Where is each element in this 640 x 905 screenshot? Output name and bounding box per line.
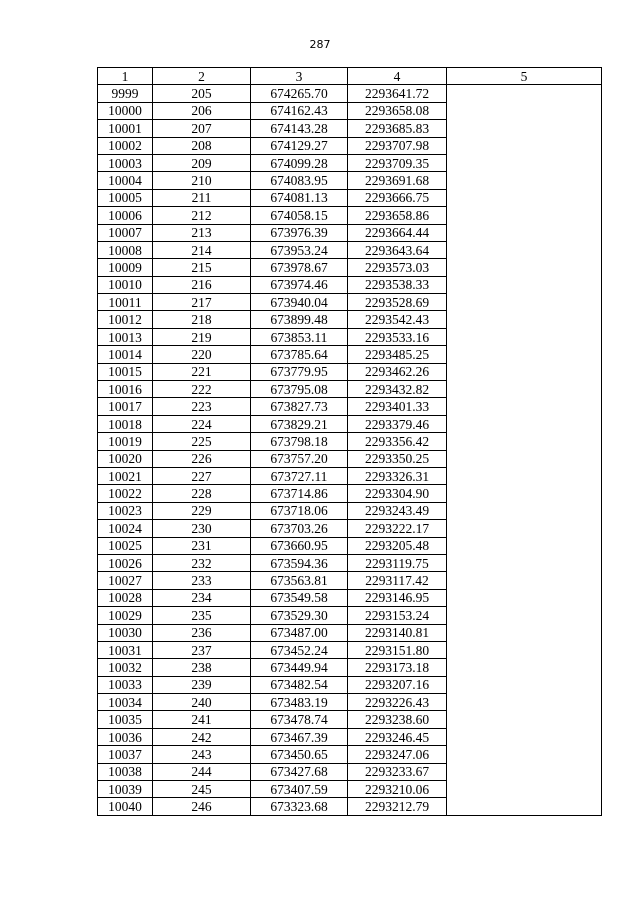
table-cell-col-3: 673978.67 xyxy=(251,259,348,276)
table-cell-col-1: 9999 xyxy=(98,85,153,102)
table-cell-col-3: 673563.81 xyxy=(251,572,348,589)
table-cell-col-1: 10039 xyxy=(98,781,153,798)
table-cell-col-1: 10019 xyxy=(98,433,153,450)
table-cell-col-4: 2293210.06 xyxy=(348,781,447,798)
table-cell-col-4: 2293326.31 xyxy=(348,467,447,484)
table-cell-col-4: 2293173.18 xyxy=(348,659,447,676)
table-cell-col-3: 674081.13 xyxy=(251,189,348,206)
table-row xyxy=(98,85,602,102)
table-cell-col-3: 673452.24 xyxy=(251,641,348,658)
table-cell-col-2: 224 xyxy=(153,415,251,432)
table-cell-col-1: 10003 xyxy=(98,154,153,171)
table-cell-col-4: 2293207.16 xyxy=(348,676,447,693)
table-cell-col-4: 2293658.86 xyxy=(348,207,447,224)
table-cell-col-3: 674265.70 xyxy=(251,85,348,102)
table-cell-col-1: 10015 xyxy=(98,363,153,380)
table-cell-col-3: 673829.21 xyxy=(251,415,348,432)
table-cell-col-3: 673323.68 xyxy=(251,798,348,815)
table-cell-col-1: 10033 xyxy=(98,676,153,693)
table-cell-col-4: 2293685.83 xyxy=(348,120,447,137)
table-cell-col-3: 674162.43 xyxy=(251,102,348,119)
table-cell-col-1: 10012 xyxy=(98,311,153,328)
table-cell-col-2: 225 xyxy=(153,433,251,450)
table-cell-col-3: 673549.58 xyxy=(251,589,348,606)
table-cell-col-1: 10030 xyxy=(98,624,153,641)
table-cell-col-2: 206 xyxy=(153,102,251,119)
column-header-5: 5 xyxy=(447,68,602,85)
table-cell-col-3: 673976.39 xyxy=(251,224,348,241)
table-cell-col-5 xyxy=(447,85,602,815)
table-cell-col-1: 10026 xyxy=(98,554,153,571)
table-cell-col-4: 2293350.25 xyxy=(348,450,447,467)
table-cell-col-2: 243 xyxy=(153,746,251,763)
table-cell-col-4: 2293356.42 xyxy=(348,433,447,450)
table-cell-col-2: 235 xyxy=(153,607,251,624)
table-cell-col-4: 2293151.80 xyxy=(348,641,447,658)
table-cell-col-4: 2293304.90 xyxy=(348,485,447,502)
table-cell-col-1: 10021 xyxy=(98,467,153,484)
table-cell-col-2: 211 xyxy=(153,189,251,206)
column-header-4: 4 xyxy=(348,68,447,85)
table-cell-col-2: 228 xyxy=(153,485,251,502)
table-cell-col-4: 2293117.42 xyxy=(348,572,447,589)
table-cell-col-1: 10028 xyxy=(98,589,153,606)
table-cell-col-4: 2293153.24 xyxy=(348,607,447,624)
table-cell-col-4: 2293707.98 xyxy=(348,137,447,154)
table-cell-col-2: 217 xyxy=(153,294,251,311)
table-cell-col-4: 2293542.43 xyxy=(348,311,447,328)
table-cell-col-2: 215 xyxy=(153,259,251,276)
table-cell-col-3: 673487.00 xyxy=(251,624,348,641)
table-cell-col-1: 10002 xyxy=(98,137,153,154)
table-cell-col-3: 673714.86 xyxy=(251,485,348,502)
table-cell-col-1: 10022 xyxy=(98,485,153,502)
table-cell-col-1: 10018 xyxy=(98,415,153,432)
table-cell-col-2: 245 xyxy=(153,781,251,798)
table-cell-col-2: 234 xyxy=(153,589,251,606)
table-cell-col-4: 2293658.08 xyxy=(348,102,447,119)
table-cell-col-4: 2293243.49 xyxy=(348,502,447,519)
table-cell-col-1: 10016 xyxy=(98,381,153,398)
table-cell-col-2: 223 xyxy=(153,398,251,415)
table-cell-col-3: 673899.48 xyxy=(251,311,348,328)
table-cell-col-2: 222 xyxy=(153,381,251,398)
table-cell-col-3: 673467.39 xyxy=(251,728,348,745)
table-cell-col-3: 674143.28 xyxy=(251,120,348,137)
table-cell-col-1: 10006 xyxy=(98,207,153,224)
table-cell-col-4: 2293146.95 xyxy=(348,589,447,606)
table-cell-col-2: 205 xyxy=(153,85,251,102)
table-cell-col-1: 10025 xyxy=(98,537,153,554)
table-cell-col-1: 10010 xyxy=(98,276,153,293)
table-cell-col-3: 674058.15 xyxy=(251,207,348,224)
table-cell-col-2: 246 xyxy=(153,798,251,815)
table-cell-col-3: 673660.95 xyxy=(251,537,348,554)
table-cell-col-2: 236 xyxy=(153,624,251,641)
table-cell-col-2: 207 xyxy=(153,120,251,137)
table-cell-col-4: 2293212.79 xyxy=(348,798,447,815)
table-cell-col-2: 238 xyxy=(153,659,251,676)
table-header-row xyxy=(98,68,602,85)
table-cell-col-3: 673427.68 xyxy=(251,763,348,780)
table-cell-col-1: 10029 xyxy=(98,607,153,624)
table-cell-col-2: 220 xyxy=(153,346,251,363)
table-cell-col-1: 10007 xyxy=(98,224,153,241)
table-cell-col-4: 2293247.06 xyxy=(348,746,447,763)
table-cell-col-4: 2293666.75 xyxy=(348,189,447,206)
table-cell-col-1: 10034 xyxy=(98,694,153,711)
table-cell-col-4: 2293573.03 xyxy=(348,259,447,276)
table-cell-col-1: 10004 xyxy=(98,172,153,189)
table-cell-col-2: 216 xyxy=(153,276,251,293)
table-cell-col-1: 10000 xyxy=(98,102,153,119)
table-cell-col-3: 673827.73 xyxy=(251,398,348,415)
table-cell-col-3: 673718.06 xyxy=(251,502,348,519)
table-cell-col-4: 2293222.17 xyxy=(348,520,447,537)
table-cell-col-2: 229 xyxy=(153,502,251,519)
table-cell-col-4: 2293709.35 xyxy=(348,154,447,171)
table-cell-col-1: 10040 xyxy=(98,798,153,815)
table-cell-col-2: 237 xyxy=(153,641,251,658)
column-header-3: 3 xyxy=(251,68,348,85)
table-cell-col-1: 10008 xyxy=(98,241,153,258)
table-cell-col-1: 10038 xyxy=(98,763,153,780)
table-cell-col-2: 232 xyxy=(153,554,251,571)
table-cell-col-4: 2293641.72 xyxy=(348,85,447,102)
table-cell-col-3: 673953.24 xyxy=(251,241,348,258)
coordinates-table xyxy=(97,67,602,816)
table-cell-col-4: 2293664.44 xyxy=(348,224,447,241)
table-cell-col-3: 673853.11 xyxy=(251,328,348,345)
table-cell-col-4: 2293485.25 xyxy=(348,346,447,363)
table-cell-col-2: 233 xyxy=(153,572,251,589)
table-cell-col-3: 673795.08 xyxy=(251,381,348,398)
table-cell-col-3: 674083.95 xyxy=(251,172,348,189)
table-cell-col-4: 2293140.81 xyxy=(348,624,447,641)
table-cell-col-1: 10024 xyxy=(98,520,153,537)
table-cell-col-3: 673703.26 xyxy=(251,520,348,537)
table-cell-col-1: 10027 xyxy=(98,572,153,589)
table-cell-col-2: 226 xyxy=(153,450,251,467)
table-cell-col-3: 673450.65 xyxy=(251,746,348,763)
table-cell-col-1: 10037 xyxy=(98,746,153,763)
table-cell-col-4: 2293226.43 xyxy=(348,694,447,711)
table-cell-col-4: 2293462.26 xyxy=(348,363,447,380)
table-cell-col-2: 209 xyxy=(153,154,251,171)
table-cell-col-2: 210 xyxy=(153,172,251,189)
table-cell-col-1: 10005 xyxy=(98,189,153,206)
table-cell-col-3: 673529.30 xyxy=(251,607,348,624)
table-cell-col-2: 231 xyxy=(153,537,251,554)
column-header-2: 2 xyxy=(153,68,251,85)
table-cell-col-1: 10032 xyxy=(98,659,153,676)
table-cell-col-3: 673407.59 xyxy=(251,781,348,798)
table-cell-col-1: 10036 xyxy=(98,728,153,745)
table-cell-col-3: 674099.28 xyxy=(251,154,348,171)
table-cell-col-4: 2293691.68 xyxy=(348,172,447,189)
table-cell-col-2: 214 xyxy=(153,241,251,258)
table-body xyxy=(98,85,602,815)
table-cell-col-4: 2293432.82 xyxy=(348,381,447,398)
table-cell-col-2: 242 xyxy=(153,728,251,745)
table-cell-col-3: 673974.46 xyxy=(251,276,348,293)
table-cell-col-4: 2293233.67 xyxy=(348,763,447,780)
table-cell-col-3: 673785.64 xyxy=(251,346,348,363)
table-cell-col-4: 2293119.75 xyxy=(348,554,447,571)
table-cell-col-1: 10011 xyxy=(98,294,153,311)
table-cell-col-1: 10017 xyxy=(98,398,153,415)
table-cell-col-4: 2293205.48 xyxy=(348,537,447,554)
table-cell-col-3: 673478.74 xyxy=(251,711,348,728)
table-cell-col-2: 230 xyxy=(153,520,251,537)
table-cell-col-3: 673798.18 xyxy=(251,433,348,450)
table-cell-col-2: 208 xyxy=(153,137,251,154)
table-cell-col-2: 213 xyxy=(153,224,251,241)
table-cell-col-3: 674129.27 xyxy=(251,137,348,154)
table-cell-col-2: 221 xyxy=(153,363,251,380)
table-cell-col-4: 2293533.16 xyxy=(348,328,447,345)
table-cell-col-3: 673594.36 xyxy=(251,554,348,571)
table-cell-col-4: 2293238.60 xyxy=(348,711,447,728)
table-cell-col-4: 2293643.64 xyxy=(348,241,447,258)
table-cell-col-2: 227 xyxy=(153,467,251,484)
table-cell-col-1: 10035 xyxy=(98,711,153,728)
table-cell-col-1: 10013 xyxy=(98,328,153,345)
table-cell-col-2: 218 xyxy=(153,311,251,328)
table-cell-col-2: 241 xyxy=(153,711,251,728)
table-cell-col-3: 673779.95 xyxy=(251,363,348,380)
table-cell-col-3: 673449.94 xyxy=(251,659,348,676)
table-cell-col-4: 2293538.33 xyxy=(348,276,447,293)
table-cell-col-3: 673757.20 xyxy=(251,450,348,467)
table-cell-col-3: 673483.19 xyxy=(251,694,348,711)
table-cell-col-3: 673940.04 xyxy=(251,294,348,311)
table-cell-col-1: 10031 xyxy=(98,641,153,658)
table-cell-col-4: 2293528.69 xyxy=(348,294,447,311)
table-cell-col-1: 10001 xyxy=(98,120,153,137)
table-cell-col-1: 10009 xyxy=(98,259,153,276)
table-cell-col-2: 239 xyxy=(153,676,251,693)
page-number: 287 xyxy=(309,38,331,51)
table-cell-col-2: 212 xyxy=(153,207,251,224)
column-header-1: 1 xyxy=(98,68,153,85)
table-cell-col-4: 2293379.46 xyxy=(348,415,447,432)
table-cell-col-3: 673727.11 xyxy=(251,467,348,484)
table-cell-col-1: 10023 xyxy=(98,502,153,519)
table-cell-col-2: 240 xyxy=(153,694,251,711)
table-cell-col-2: 219 xyxy=(153,328,251,345)
table-cell-col-2: 244 xyxy=(153,763,251,780)
table-cell-col-4: 2293401.33 xyxy=(348,398,447,415)
table-cell-col-3: 673482.54 xyxy=(251,676,348,693)
table-cell-col-1: 10014 xyxy=(98,346,153,363)
table-cell-col-1: 10020 xyxy=(98,450,153,467)
table-cell-col-4: 2293246.45 xyxy=(348,728,447,745)
